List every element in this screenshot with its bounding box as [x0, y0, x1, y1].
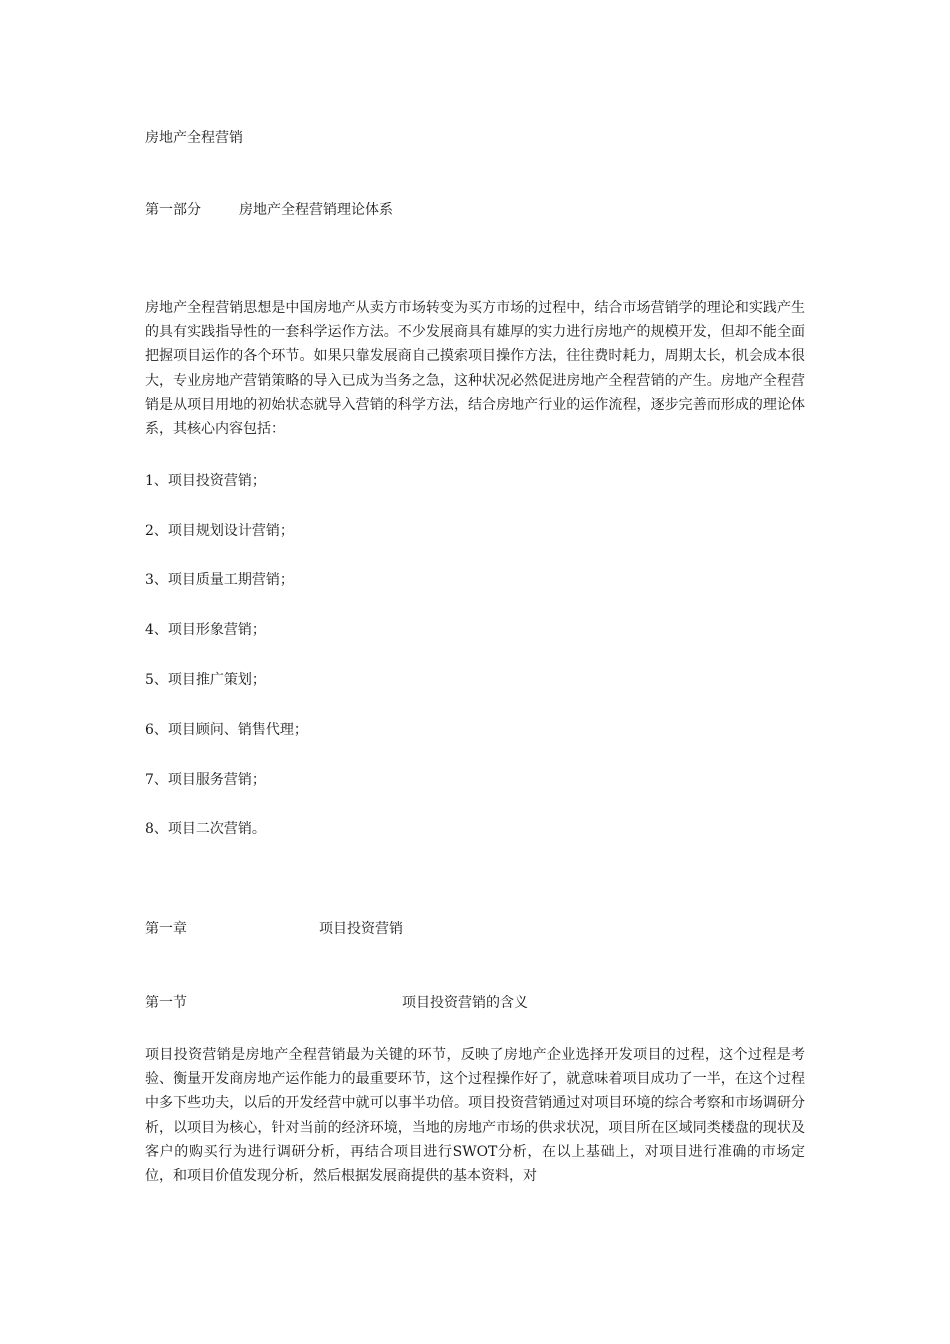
chapter-label: 第一章 [145, 921, 187, 937]
part-heading [145, 200, 393, 220]
part-title: 房地产全程营销理论体系 [239, 202, 393, 218]
list-item: 5、项目推广策划； [145, 672, 266, 688]
list-item: 1、项目投资营销； [145, 473, 266, 489]
section-heading [145, 993, 528, 1013]
document-title: 房地产全程营销 [145, 130, 243, 146]
section-title: 项目投资营销的含义 [402, 995, 528, 1011]
list-item: 2、项目规划设计营销； [145, 523, 294, 539]
list-item: 4、项目形象营销； [145, 622, 266, 638]
chapter-title: 项目投资营销 [319, 921, 403, 937]
list-item: 8、项目二次营销。 [145, 821, 266, 837]
section-label: 第一节 [145, 995, 187, 1011]
part-label: 第一部分 [145, 202, 201, 218]
list-item: 7、项目服务营销； [145, 772, 266, 788]
list-item: 6、项目顾问、销售代理； [145, 722, 308, 738]
chapter-heading [145, 919, 403, 939]
list-item: 3、项目质量工期营销； [145, 572, 294, 588]
intro-paragraph: 房地产全程营销思想是中国房地产从卖方市场转变为买方市场的过程中，结合市场营销学的理论和实践产生的具有实践指导性的一套科学运作方法。不少发展商具有雄厚的实力进行房地产的规模开发，但却不能全面把握项目运作的各个环节。如果只靠发展商自己摸索项目操作方法，往往费时耗力，周期太长，机会成本很大，专业房地产营销策略的导入已成为当务之急，这种状况必然促进房地产全程营销的产生。房地产全程营销是从项目用地的初始状态就导入营销的科学方法，结合房地产行业的运作流程，逐步完善而形成的理论体系，其核心内容包括： [145, 300, 805, 438]
section-paragraph: 项目投资营销是房地产全程营销最为关键的环节，反映了房地产企业选择开发项目的过程，这个过程是考验、衡量开发商房地产运作能力的最重要环节，这个过程操作好了，就意味着项目成功了一半，在这个过程中多下些功夫，以后的开发经营中就可以事半功倍。项目投资营销通过对项目环境的综合考察和市场调研分析，以项目为核心，针对当前的经济环境，当地的房地产市场的供求状况，项目所在区域同类楼盘的现状及客户的购买行为进行调研分析，再结合项目进行SWOT分析，在以上基础上，对项目进行准确的市场定位，和项目价值发现分析，然后根据发展商提供的基本资料，对 [145, 1047, 805, 1185]
